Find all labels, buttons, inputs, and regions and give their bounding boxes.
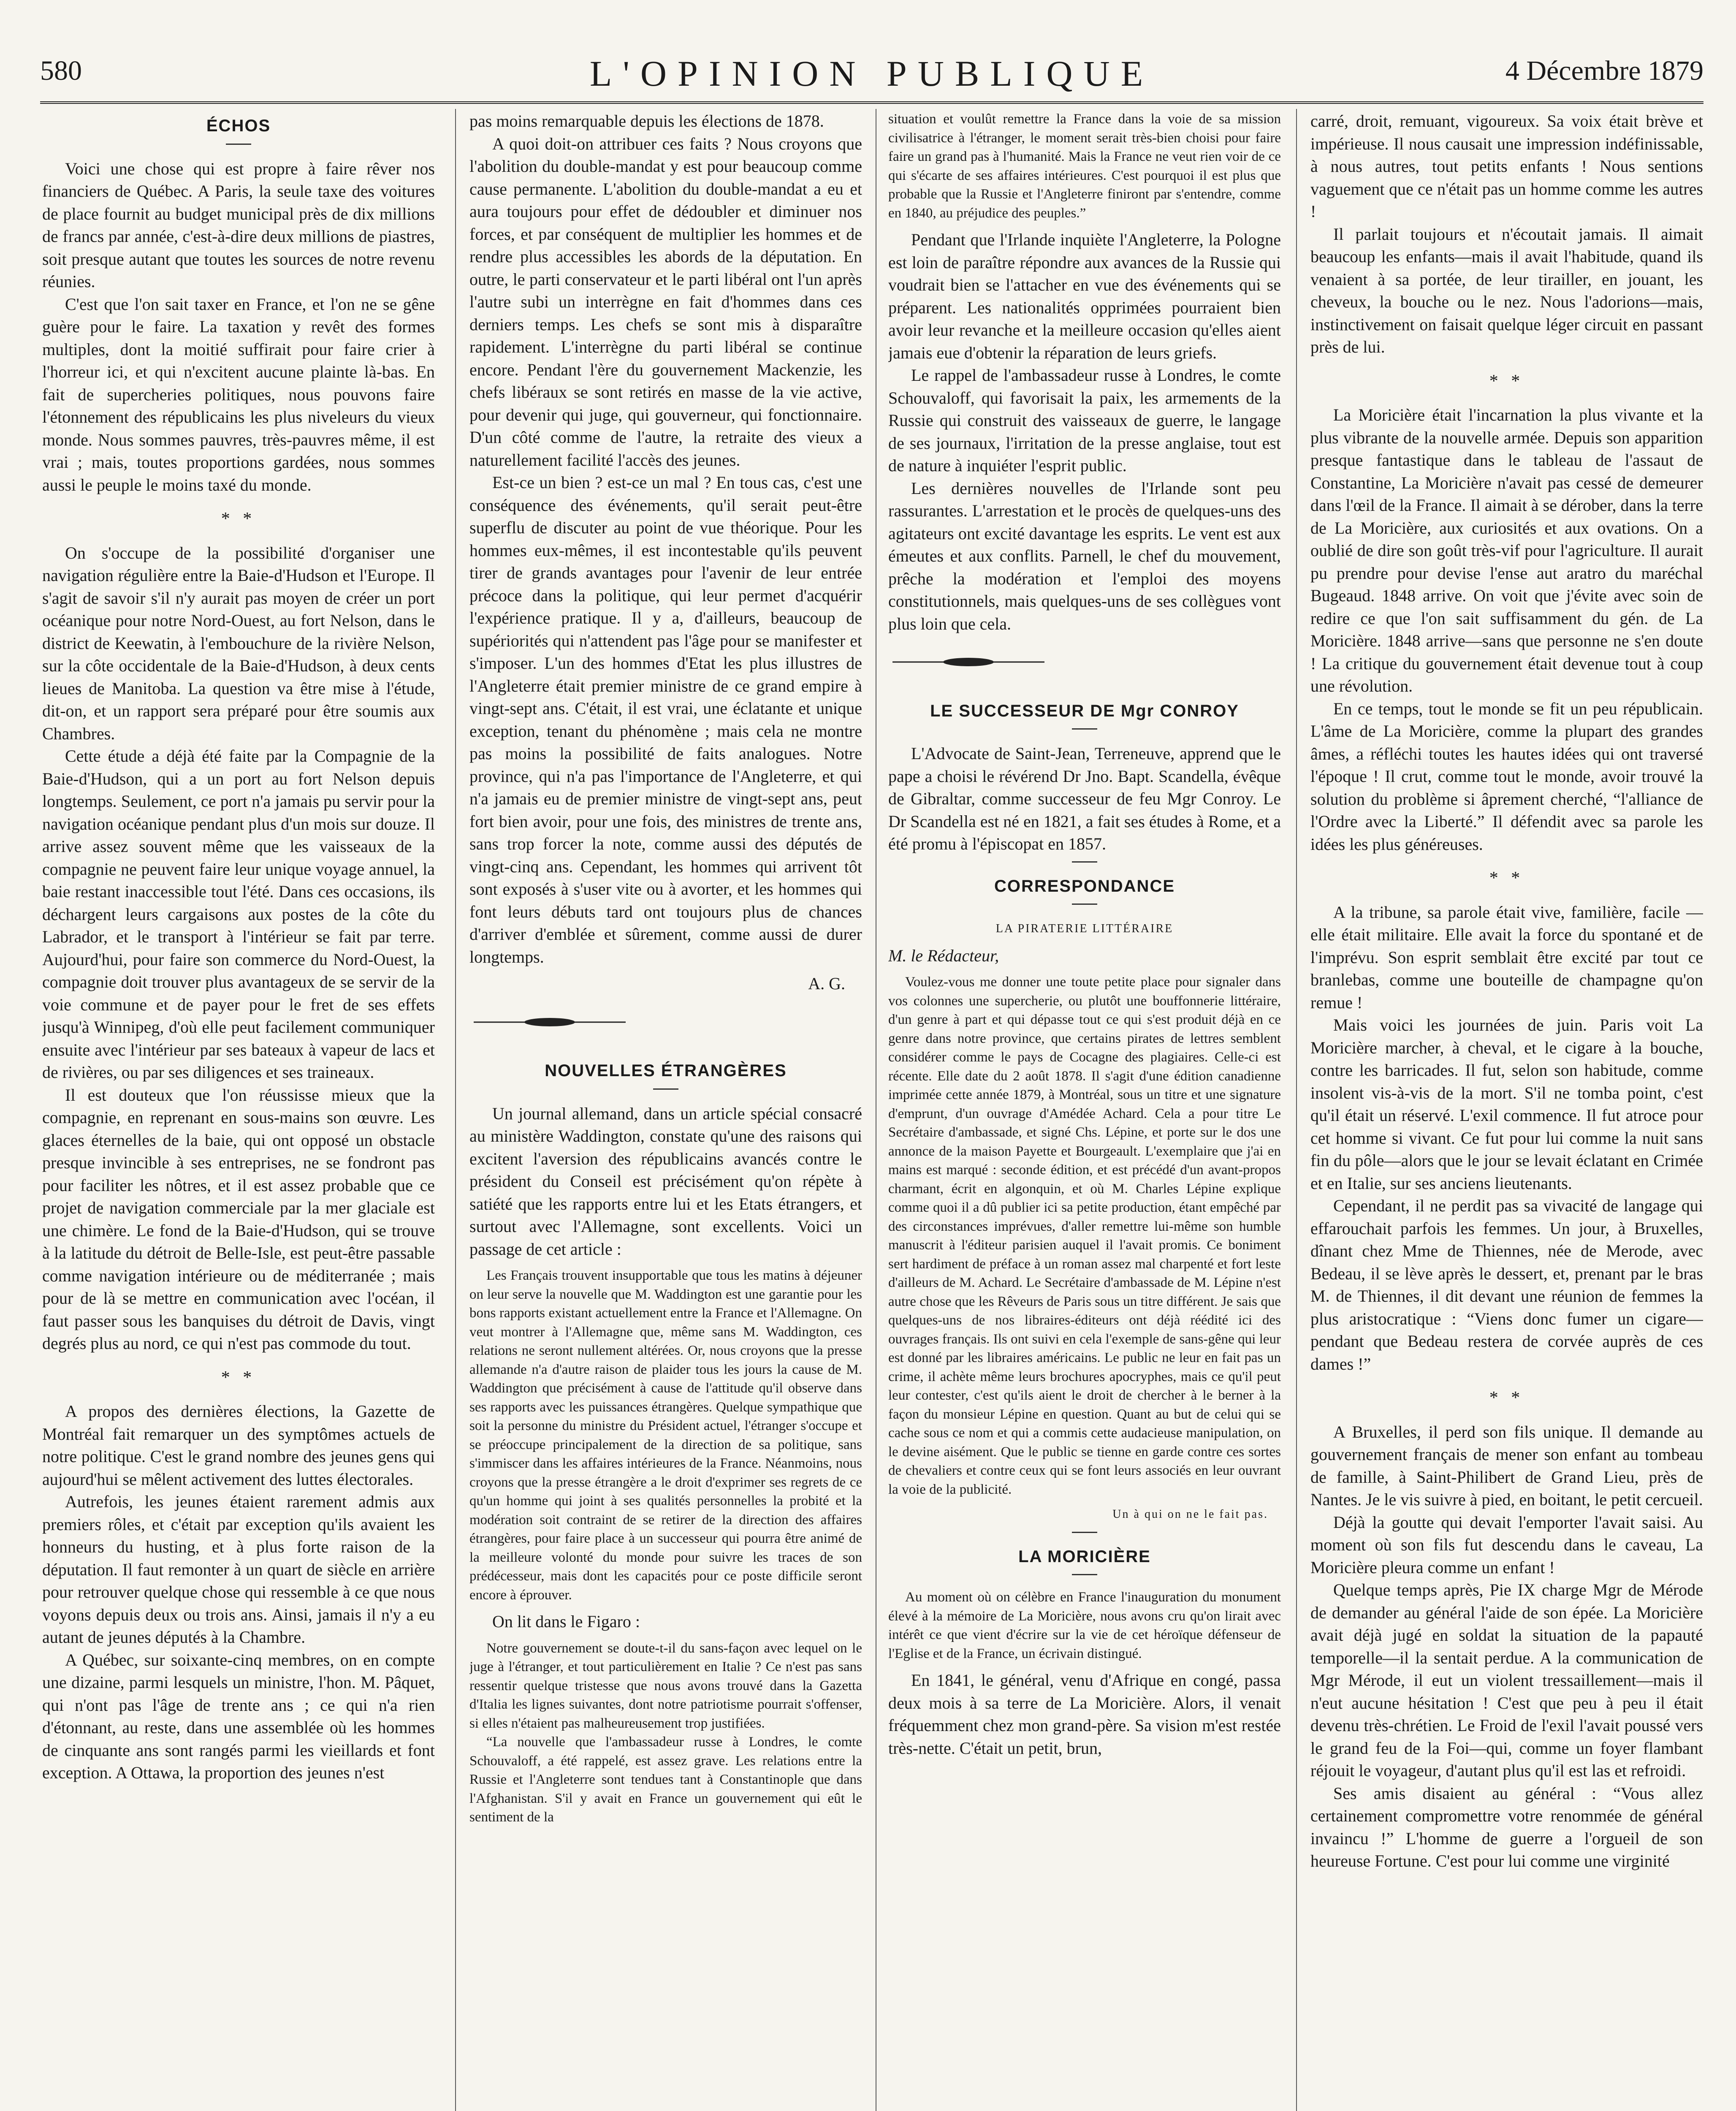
section-title-nouvelles: NOUVELLES ÉTRANGÈRES: [545, 1061, 787, 1080]
divider: [1072, 728, 1097, 730]
paragraph: Voulez-vous me donner une toute petite place pour signaler dans vos colonnes une supercherie, ou plutôt une bouffonnerie littéraire, d'un genre à part et qui dépasse tout ce qui s'est produit déjà en ce genre dans notre province, que certains pirates de lettres semblent considérer comme le pays de Cocagne des plagiaires. Celle-ci est récente. Elle date du 2 août 1878. Il s'agit d'une édition canadienne imprimée cette année 1879, à Montréal, sous un titre et une signature d'emprunt, d'un ouvrage d'Amédée Achard. Cela a pour titre Le Secrétaire d'ambassade, et signé Chs. Lépine, et porte sur le dos une annonce de la maison Payette et Bourgeault. L'exemplaire que j'ai en mains est marqué : seconde édition, et est précédé d'un avant-propos charmant, écrit en algonquin, et où M. Charles Lépine explique comme quoi il a dû publier ici sa petite production, étant empêché par des circonstances imprévues, d'aller remettre lui-même son humble manuscrit à l'éditeur parisien auquel il l'avait promis. Ce boniment sert hardiment de préface à un roman assez mal charpenté et fort leste d'ailleurs de M. Achard. Le Secrétaire d'ambassade de M. Lépine n'est autre chose que les Rêveurs de Paris sous un titre différent. Je sais que quelques-uns de nos libraires-éditeurs ont déjà réédité ici des ouvrages français. Ils ont suivi en cela l'exemple de sans-gêne qui leur est donné par les libraires américains. Le public ne leur en fait pas un crime, il achète même leurs brochures apocryphes, mais ce qu'il peut leur contester, c'est qu'ils aient le droit de chercher à le berner à la façon du monsieur Lépine en question. Quant au but de celui qui se cache sous ce nom et qui a commis cette audacieuse manipulation, on le devine aisément. Que le public se tienne en garde contre ces sortes de chevaliers et contre ceux qui se font leurs associés en leur ouvrant la voie de la publicité.: [888, 974, 1281, 1497]
paragraph: La Moricière était l'incarnation la plus vivante et la plus vibrante de la nouvelle armée. Depuis son apparition presque fantastique dans le tableau de l'assaut de Constantine, La Moricière n'avait pas cessé de demeurer dans l'œil de la France. Il aimait à se dérober, dans la terre de La Moricière, aux curiosités et aux ovations. On a oublié de dire son goût très-vif pour l'agriculture. Il aurait pu prendre pour devise l'ense aut aratro du maréchal Bugeaud. 1848 arrive. On voit que j'évite avec soin de redire ce que l'on sait suffisamment du gén. de La Moricière. 1848 arrive—sans que personne ne s'en doute ! La critique du gouvernement était devenue tout à coup une révolution.: [1310, 405, 1703, 695]
asterism: * *: [221, 1368, 256, 1387]
paragraph: Cependant, il ne perdit pas sa vivacité de langage qui effarouchait parfois les femmes. Un jour, à Bruxelles, dînant chez Mme de Thiennes, née de Merode, avec Bedeau, il se lève après le dessert, et, prenant par le bras M. de Thiennes, il dit devant une réunion de femmes la plus aristocratique : “Viens donc fumer un cigare—pendant que Bedeau restera de corvée auprès de ces dames !”: [1310, 1196, 1703, 1373]
quoted-passage: [888, 110, 1281, 222]
paragraph: A propos des dernières élections, la Gazette de Montréal fait remarquer un des symptômes actuels de notre politique. C'est le grand nombre des jeunes gens qui aujourd'hui se mêlent activement des luttes électorales.: [42, 1402, 435, 1489]
masthead: [40, 55, 1703, 104]
paragraph: Les dernières nouvelles de l'Irlande sont peu rassurantes. L'arrestation et le procès de quelques-uns des agitateurs ont excité davantage les esprits. Le vent est aux émeutes et aux conflits. Parnell, le chef du mouvement, prêche la modération et l'emploi des moyens constitutionnels, mais quelques-uns de ses collègues vont plus loin que cela.: [888, 478, 1281, 633]
paragraph: Déjà la goutte qui devait l'emporter l'avait saisi. Au moment où son fils fut descendu dans le caveau, La Moricière pleura comme un enfant !: [1310, 1512, 1703, 1577]
signature: A. G.: [808, 974, 845, 993]
paragraph: Au moment où on célèbre en France l'inauguration du monument élevé à la mémoire de La Moricière, nous avons cru qu'on lirait avec intérêt ce que vient d'écrire sur la vie de cet héroïque défenseur de l'Eglise et de la France, un écrivain distingué.: [888, 1590, 1281, 1661]
paragraph: C'est que l'on sait taxer en France, et l'on ne se gêne guère pour le faire. La taxation y revêt des formes multiples, dont la moitié suffirait pour faire crier à l'horreur ici, et qui n'excitent aucune plainte là-bas. En fait de supercheries politiques, nous pouvons faire l'étonnement des républicains les plus niveleurs du vieux monde. Nous sommes pauvres, très-pauvres même, il est vrai ; mais, toutes proportions gardées, nous sommes aussi le peuple le moins taxé du monde.: [42, 294, 435, 494]
column-4: [1310, 110, 1703, 2111]
paragraph: Il parlait toujours et n'écoutait jamais. Il aimait beaucoup les enfants—mais il avait l'habitude, quand ils venaient à sa portée, de leur tirailler, en jouant, les cheveux, la bouche ou le nez. Nous l'adorions—mais, instinctivement on faisait quelque léger circuit en passant près de lui.: [1310, 224, 1703, 356]
intro-note: [888, 1588, 1281, 1663]
paragraph: pas moins remarquable depuis les élections de 1878.: [469, 111, 824, 130]
paragraph: Il est douteux que l'on réussisse mieux que la compagnie, en reprenant en sous-mains son œuvre. Les glaces éternelles de la baie, qui ont opposé un obstacle presque invincible à ses entreprises, ne se fondront pas pour faciliter les nôtres, et il est assez probable que ce projet de navigation commerciale par la mer glaciale est une chimère. Le fond de la Baie-d'Hudson, qui se trouve à la latitude du détroit de Belle-Isle, est peut-être passable comme navigation intérieure ou de méditerranée ; mais pour de là se mettre en communication avec l'océan, il faut passer sous les banquises du détroit de Davis, vingt degrés plus au nord, ce qui n'est pas commode du tout.: [42, 1085, 435, 1353]
column-2: [469, 110, 862, 2111]
paragraph: On lit dans le Figaro :: [492, 1612, 640, 1631]
section-separator: [469, 1009, 630, 1035]
paragraph: A quoi doit-on attribuer ces faits ? Nous croyons que l'abolition du double-mandat y est pour beaucoup comme cause permanente. L'abolition du double-mandat a eu et aura toujours pour effet de dédoubler et diminuer nos forces, et par conséquent de multiplier les hommes et de rendre plus accessibles les abords de la députation. En outre, le parti conservateur et le parti libéral ont l'un après l'autre subi un interrègne en fait d'hommes dans ces derniers temps. Les chefs se sont mis à disparaître rapidement. L'interrègne du parti libéral se continue encore. Pendant l'ère du gouvernement Mackenzie, les chefs libéraux se sont retirés en masse de la vie active, pour devenir qui juge, qui gouverneur, qui fonctionnaire. D'un côté comme de l'autre, la retraite des vieux a naturellement facilité l'accès des jeunes.: [469, 134, 862, 469]
divider: [226, 144, 251, 145]
column-3: [888, 110, 1281, 2111]
section-title-echos: ÉCHOS: [206, 117, 271, 135]
paragraph: Autrefois, les jeunes étaient rarement admis aux premiers rôles, et c'était par exception qu'ils avaient les honneurs du husting, et à plus forte raison de la députation. Il faut remonter à un quart de siècle en arrière pour retrouver quelque chose qui ressemble à ce que nous voyons depuis deux ou trois ans. Ainsi, jamais il n'y a eu autant de jeunes députés à la Chambre.: [42, 1492, 435, 1647]
paragraph: A Québec, sur soixante-cinq membres, on en compte une dizaine, parmi lesquels un ministre, l'hon. M. Pâquet, qui n'ont pas l'âge de trente ans ; ce qui n'a rien d'étonnant, au reste, dans une assemblée où les hommes de cinquante ans sont rangés parmi les vieillards et font exception. A Ottawa, la proportion des jeunes n'est: [42, 1650, 435, 1782]
paragraph: Pendant que l'Irlande inquiète l'Angleterre, la Pologne est loin de paraître répondre aux avances de la Russie qui voudrait bien se l'attacher en vue des événements qui se préparent. Les nationalités opprimées pourraient bien avoir leur revanche et la meilleure occasion qu'elles aient jamais eue d'obtenir la réparation de leurs griefs.: [888, 230, 1281, 362]
page-number: 580: [40, 55, 82, 86]
newspaper-title: L'OPINION PUBLIQUE: [589, 53, 1154, 94]
section-title-moriciere: LA MORICIÈRE: [1018, 1547, 1151, 1566]
letter-signature: Un à qui on ne le fait pas.: [1112, 1508, 1268, 1521]
asterism: * *: [1489, 371, 1524, 391]
column-rule: [455, 109, 456, 2111]
column-1: [42, 110, 435, 2111]
paragraph: On s'occupe de la possibilité d'organiser une navigation régulière entre la Baie-d'Hudson et l'Europe. Il s'agit de savoir s'il n'y aurait pas moyen de créer un port océanique pour notre Nord-Ouest, au fort Nelson, dans le district de Keewatin, à l'embouchure de la rivière Nelson, sur la côte occidentale de la Baie-d'Hudson, à deux cents lieues de Manitoba. La question va être mise à l'étude, dit-on, et un rapport sera préparé pour être soumis aux Chambres.: [42, 543, 435, 743]
paragraph: “La nouvelle que l'ambassadeur russe à Londres, le comte Schouvaloff, a été rappelé, est assez grave. Les relations entre la Russie et l'Angleterre sont tendues tant à Constantinople que dans l'Afghanistan. S'il y avait en France un gouvernement qui eût le sentiment de la: [469, 1734, 862, 1825]
divider: [1072, 904, 1097, 905]
paragraph: En 1841, le général, venu d'Afrique en congé, passa deux mois à sa terre de La Moricière. Alors, il venait fréquemment chez mon grand-père. Sa vision m'est restée très-nette. C'était un petit, brun,: [888, 1671, 1281, 1758]
column-rule: [1296, 109, 1297, 2111]
paragraph: L'Advocate de Saint-Jean, Terreneuve, apprend que le pape a choisi le révérend Dr Jno. Bapt. Scandella, évêque de Gibraltar, comme successeur de feu Mgr Conroy. Le Dr Scandella est né en 1821, a fait ses études à Rome, et a été promu à l'épiscopat en 1857.: [888, 744, 1281, 853]
paragraph: Voici une chose qui est propre à faire rêver nos financiers de Québec. A Paris, la seule taxe des voitures de place fournit au budget municipal près de dix millions de francs par année, c'est-à-dire deux millions de piastres, soit presque autant que toutes les sources de notre revenu réunies.: [42, 159, 435, 291]
divider: [1072, 1574, 1097, 1575]
section-separator: [888, 649, 1049, 675]
letter-body: [888, 973, 1281, 1499]
paragraph: A la tribune, sa parole était vive, familière, facile — elle était militaire. Elle avait la force du spontané et de l'imprévu. Son esprit semblait être excité par tout ce branlebas, comme une bouteille de champagne qu'on remue !: [1310, 902, 1703, 1012]
section-title-successeur: LE SUCCESSEUR DE Mgr CONROY: [930, 701, 1239, 720]
paragraph: Est-ce un bien ? est-ce un mal ? En tous cas, c'est une conséquence des événements, qu'il serait peut-être superflu de discuter au point de vue théorique. Pour les hommes eux-mêmes, il est incontestable qu'ils peuvent tirer de grands avantages pour l'avenir de leur entrée précoce dans la politique, qui leur permet d'acquérir l'expérience pratique. Il y a, d'ailleurs, beaucoup de supériorités qui n'attendent pas l'âge pour se manifester et s'imposer. L'un des hommes d'Etat les plus illustres de l'Angleterre était premier ministre de ce grand empire à vingt-sept ans. C'était, il est vrai, une éclatante et unique exception, tenant du phénomène ; mais cela ne montre pas moins la possibilité de faits analogues. Notre province, qui n'a pas l'importance de l'Angleterre, et qui n'a jamais eu de premier ministre de vingt-sept ans, peut fort bien avoir, pour une fois, des ministres de trente ans, sans trop forcer la note, comme aussi des députés de vingt-cinq ans. Cependant, les hommes qui arrivent tôt sont exposés à s'user vite ou à avorter, et les hommes qui font leurs débuts tard ont toujours plus de chances d'arriver d'emblée et sûrement, comme aussi de durer longtemps.: [469, 473, 862, 966]
asterism: * *: [221, 509, 256, 529]
paragraph: A Bruxelles, il perd son fils unique. Il demande au gouvernement français de mener son enfant au tombeau de famille, à Saint-Philibert de Grand Lieu, près de Nantes. Je le vis suivre à pied, en boitant, le petit cercueil.: [1310, 1422, 1703, 1509]
paragraph: Mais voici les journées de juin. Paris voit La Moricière marcher, à cheval, et le cigare à la bouche, contre les barricades. Il fut, selon son habitude, comme insolent vis-à-vis de la mort. S'il ne tomba point, c'est qu'il était un réservé. L'exil commence. Il fut atroce pour cet homme si vivant. Ce fut pour lui comme la nuit sans fin du pôle—alors que le jour se levait éclatant en Crimée et en Italie, sur ses anciens lieutenants.: [1310, 1015, 1703, 1193]
paragraph: Quelque temps après, Pie IX charge Mgr de Mérode de demander au général l'aide de son épée. La Moricière avait déjà jugé en soldat la situation de la papauté temporelle—il la sentait perdue. A la communication de Mgr Mérode, il eut un violent tressaillement—mais il n'eut aucune hésitation ! C'est que peu à peu il était devenu très-chrétien. Le Froid de l'exil l'avait poussé vers le grand feu de la Foi—qui, comme un foyer flambant réjouit le voyageur, d'autant plus qu'il est las et refroidi.: [1310, 1580, 1703, 1780]
asterism: * *: [1489, 868, 1524, 888]
paragraph: Notre gouvernement se doute-t-il du sans-façon avec lequel on le juge à l'étranger, et tout particulièrement en Italie ? Ce n'est pas sans ressentir quelque tristesse que nous avons trouvé dans la Gazetta d'Italia les lignes suivantes, dont notre patriotisme pourrait s'offenser, si elles n'étaient pas malheureusement trop justifiées.: [469, 1640, 862, 1731]
issue-date: 4 Décembre 1879: [1505, 55, 1703, 86]
paragraph: Les Français trouvent insupportable que tous les matins à déjeuner on leur serve la nouvelle que M. Waddington est une garantie pour les bons rapports existant actuellement entre la France et l'Allemagne. On veut montrer à l'Allemagne que, même sans M. Waddington, ces relations ne seront nullement altérées. Or, nous croyons que la presse allemande n'a d'autre raison de plaider tous les jours la cause de M. Waddington que précisément à cause de l'attitude qu'il observe dans ses rapports avec les puissances étrangères. Quelque sympathique que soit la personne du ministre du Président actuel, l'étranger s'occupe et se préoccupe principalement de la direction de sa politique, sans s'immiscer dans les affaires intérieures de la France. Néanmoins, nous croyons que la presse étrangère a le droit d'exprimer ses regrets de ce qu'un homme qui joint à ses qualités personnelles la probité et la modération soit contraint de se retirer de la direction des affaires étrangères, pour faire place à un successeur qui pourra être animé de la meilleure volonté du monde pour suivre les traces de son prédécesseur, mais dont les capacités pour ce poste difficile seront encore à éprouver.: [469, 1268, 862, 1603]
asterism: * *: [1489, 1388, 1524, 1408]
section-title-correspondance: CORRESPONDANCE: [994, 876, 1175, 895]
subheading: LA PIRATERIE LITTÉRAIRE: [995, 922, 1174, 935]
divider: [1072, 1532, 1097, 1533]
quoted-passage: [469, 1639, 862, 1827]
paragraph: Un journal allemand, dans un article spécial consacré au ministère Waddington, constate qu'une des raisons qui excitent l'aversion des républicains avancés contre le président du Conseil est précisément qu'on répète à satiété que les rapports entre lui et les Etats étrangers, et surtout avec l'Allemagne, sont excellents. Voici un passage de cet article :: [469, 1104, 862, 1259]
paragraph: Cette étude a déjà été faite par la Compagnie de la Baie-d'Hudson, qui a un port au fort Nelson depuis longtemps. Seulement, ce port n'a jamais pu servir pour la navigation océanique pendant plus d'un mois sur douze. Il arrive assez souvent même que les vaisseaux de la compagnie ne peuvent faire leur unique voyage annuel, la baie restant inaccessible tout l'été. Dans ces occasions, ils déchargent leurs cargaisons aux postes de la côte du Labrador, et le transport à l'intérieur se fait par terre. Aujourd'hui, pour faire son commerce du Nord-Ouest, la compagnie doit trouver plus avantageux de se servir de la voie commune et de payer pour le fret de ses effets jusqu'à Winnipeg, d'où elle peut facilement communiquer ensuite avec l'intérieur par ses bateaux à vapeur de lacs et de rivières, ou par ses diligences et ses traineaux.: [42, 746, 435, 1082]
divider: [653, 1088, 678, 1090]
paragraph: carré, droit, remuant, vigoureux. Sa voix était brève et impérieuse. Il nous causait une impression indéfinissable, à nous autres, tout petits enfants ! Nous sentions vaguement que ce n'était pas un homme comme les autres !: [1310, 111, 1703, 221]
paragraph: situation et voulût remettre la France dans la voie de sa mission civilisatrice à l'étranger, le moment serait très-bien choisi pour faire faire un grand pas à l'humanité. Mais la France ne veut rien voir de ce qui s'écarte de ses affaires intérieures. C'est pourquoi il est plus que probable que la Russie et l'Angleterre finiront par s'entendre, comme en 1840, au préjudice des peuples.”: [888, 111, 1281, 221]
divider: [1072, 861, 1097, 863]
quoted-passage: [469, 1266, 862, 1604]
salutation: M. le Rédacteur,: [888, 946, 999, 965]
paragraph: En ce temps, tout le monde se fit un peu républicain. L'âme de La Moricière, comme la plupart des grandes âmes, a réfléchi toutes les hautes idées qui ont traversé l'époque ! Il crut, comme tout le monde, avoir trouvé la solution du problème si âprement cherché, “l'alliance de l'Ordre avec la Liberté.” Il défendit avec sa parole les idées les plus généreuses.: [1310, 699, 1703, 854]
paragraph: Le rappel de l'ambassadeur russe à Londres, le comte Schouvaloff, qui favorisait la paix, les armements de la Russie qui construit des vaisseaux de guerre, le langage de ses journaux, l'irritation de la presse anglaise, tout est de nature à inquiéter l'esprit public.: [888, 366, 1281, 475]
paragraph: Ses amis disaient au général : “Vous allez certainement compromettre votre renommée de général invaincu !” L'homme de guerre a l'orgueil de son heureuse Fortune. C'est pour lui comme une virginité: [1310, 1783, 1703, 1870]
